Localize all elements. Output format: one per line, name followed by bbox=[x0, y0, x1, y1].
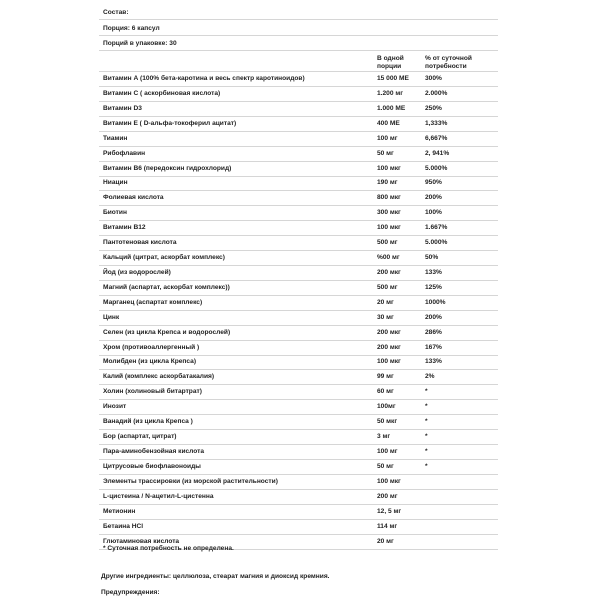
nutrient-name: Калий (комплекс аскорбатакалия) bbox=[103, 373, 215, 380]
table-row bbox=[0, 299, 600, 314]
nutrient-name: Ванадий (из цикла Крепса ) bbox=[103, 418, 193, 425]
nutrient-daily-value: * bbox=[425, 418, 428, 425]
nutrient-name: Рибофлавин bbox=[103, 150, 146, 157]
nutrient-daily-value: 6,667% bbox=[425, 135, 448, 142]
nutrient-amount: 12, 5 мг bbox=[377, 508, 402, 515]
table-row bbox=[0, 478, 600, 493]
table-row bbox=[0, 433, 600, 448]
nutrient-amount: 200 мг bbox=[377, 493, 398, 500]
row-divider bbox=[99, 444, 498, 445]
nutrient-amount: 30 мг bbox=[377, 314, 394, 321]
nutrient-daily-value: * bbox=[425, 388, 428, 395]
nutrient-daily-value: 133% bbox=[425, 358, 442, 365]
nutrient-name: Магний (аспартат, аскорбат комплекс)) bbox=[103, 284, 230, 291]
table-row bbox=[0, 463, 600, 478]
table-row bbox=[0, 90, 600, 105]
nutrient-daily-value: 1,333% bbox=[425, 120, 448, 127]
table-row bbox=[0, 224, 600, 239]
nutrient-daily-value: 1000% bbox=[425, 299, 446, 306]
row-divider bbox=[99, 399, 498, 400]
table-row bbox=[0, 269, 600, 284]
warnings-label: Предупреждения: bbox=[101, 589, 160, 596]
row-divider bbox=[99, 310, 498, 311]
row-divider bbox=[99, 161, 498, 162]
table-row bbox=[0, 373, 600, 388]
composition-title: Состав: bbox=[103, 9, 129, 16]
nutrient-amount: 1.000 МЕ bbox=[377, 105, 406, 112]
table-row bbox=[0, 284, 600, 299]
row-divider bbox=[99, 280, 498, 281]
nutrient-amount: 200 мкг bbox=[377, 344, 401, 351]
table-row bbox=[0, 165, 600, 180]
row-divider bbox=[99, 176, 498, 177]
nutrient-name: Холин (холиновый битартрат) bbox=[103, 388, 202, 395]
row-divider bbox=[99, 355, 498, 356]
nutrient-name: Витамин D3 bbox=[103, 105, 142, 112]
column-header-amount-line2: порции bbox=[377, 63, 402, 70]
row-divider bbox=[99, 414, 498, 415]
nutrient-name: Витамин Е ( D-альфа-токоферил ацитат) bbox=[103, 120, 237, 127]
table-row bbox=[0, 239, 600, 254]
nutrient-name: Биотин bbox=[103, 209, 127, 216]
nutrient-amount: %00 мг bbox=[377, 254, 400, 261]
nutrient-daily-value: 50% bbox=[425, 254, 439, 261]
nutrient-amount: 20 мг bbox=[377, 299, 394, 306]
nutrient-daily-value: 2, 941% bbox=[425, 150, 450, 157]
nutrient-amount: 50 мг bbox=[377, 150, 394, 157]
column-header-dv-line2: потребности bbox=[425, 63, 467, 70]
nutrient-amount: 100 мкг bbox=[377, 478, 401, 485]
nutrient-amount: 99 мг bbox=[377, 373, 394, 380]
nutrient-name: Витамин А (100% бета-каротина и весь спектр каротиноидов) bbox=[103, 75, 305, 82]
nutrient-amount: 15 000 МЕ bbox=[377, 75, 409, 82]
nutrient-name: Кальций (цитрат, аскорбат комплекс) bbox=[103, 254, 225, 261]
table-row bbox=[0, 150, 600, 165]
row-divider bbox=[99, 429, 498, 430]
nutrient-daily-value: * bbox=[425, 433, 428, 440]
nutrient-name: Молибден (из цикла Крепса) bbox=[103, 358, 197, 365]
table-row bbox=[0, 403, 600, 418]
row-divider bbox=[99, 116, 498, 117]
nutrient-amount: 100 мкг bbox=[377, 224, 401, 231]
nutrient-amount: 200 мкг bbox=[377, 269, 401, 276]
row-divider bbox=[99, 459, 498, 460]
row-divider bbox=[99, 265, 498, 266]
row-divider bbox=[99, 220, 498, 221]
nutrient-daily-value: 2.000% bbox=[425, 90, 448, 97]
nutrient-name: Глютаминовая кислота bbox=[103, 538, 180, 545]
row-divider bbox=[99, 489, 498, 490]
nutrient-name: Йод (из водорослей) bbox=[103, 269, 171, 276]
nutrient-name: Цинк bbox=[103, 314, 120, 321]
nutrient-amount: 200 мкг bbox=[377, 329, 401, 336]
nutrient-daily-value: 133% bbox=[425, 269, 442, 276]
nutrient-daily-value: * bbox=[425, 403, 428, 410]
nutrient-name: Витамин С ( аскорбиновая кислота) bbox=[103, 90, 221, 97]
row-divider bbox=[99, 131, 498, 132]
nutrient-daily-value: 5.000% bbox=[425, 165, 448, 172]
nutrient-amount: 500 мг bbox=[377, 239, 398, 246]
row-divider bbox=[99, 86, 498, 87]
row-divider bbox=[99, 369, 498, 370]
nutrient-amount: 3 мг bbox=[377, 433, 391, 440]
nutrient-amount: 100 мкг bbox=[377, 165, 401, 172]
table-row bbox=[0, 135, 600, 150]
table-row bbox=[0, 493, 600, 508]
nutrient-amount: 500 мг bbox=[377, 284, 398, 291]
nutrient-name: Бор (аспартат, цитрат) bbox=[103, 433, 177, 440]
nutrient-daily-value: 200% bbox=[425, 314, 442, 321]
nutrient-name: Селен (из цикла Крепса и водорослей) bbox=[103, 329, 231, 336]
column-header-dv-line1: % от суточной bbox=[425, 55, 472, 62]
column-header-amount bbox=[377, 55, 404, 71]
nutrient-daily-value: 167% bbox=[425, 344, 442, 351]
nutrient-daily-value: 200% bbox=[425, 194, 442, 201]
servings-per-container: Порций в упаковке: 30 bbox=[103, 40, 177, 47]
nutrient-amount: 800 мкг bbox=[377, 194, 401, 201]
nutrient-daily-value: 286% bbox=[425, 329, 442, 336]
row-divider bbox=[99, 295, 498, 296]
footnote: * Суточная потребность не определена. bbox=[103, 545, 234, 552]
table-row bbox=[0, 523, 600, 538]
table-row bbox=[0, 508, 600, 523]
table-row bbox=[0, 194, 600, 209]
nutrient-name: Инозит bbox=[103, 403, 127, 410]
nutrient-amount: 100мг bbox=[377, 403, 396, 410]
nutrient-daily-value: 950% bbox=[425, 179, 442, 186]
nutrient-amount: 50 мкг bbox=[377, 418, 398, 425]
row-divider bbox=[99, 250, 498, 251]
nutrient-name: Витамин В6 (передоксин гидрохлорид) bbox=[103, 165, 232, 172]
nutrient-daily-value: 1.667% bbox=[425, 224, 448, 231]
row-divider bbox=[99, 384, 498, 385]
serving-size: Порция: 6 капсул bbox=[103, 25, 160, 32]
table-row bbox=[0, 254, 600, 269]
nutrient-name: Элементы трассировки (из морской растительности) bbox=[103, 478, 278, 485]
table-row bbox=[0, 329, 600, 344]
row-divider bbox=[99, 146, 498, 147]
table-row bbox=[0, 344, 600, 359]
nutrient-daily-value: 250% bbox=[425, 105, 442, 112]
table-row bbox=[0, 388, 600, 403]
divider bbox=[99, 19, 498, 20]
column-header-daily-value bbox=[425, 55, 472, 71]
row-divider bbox=[99, 340, 498, 341]
table-row bbox=[0, 179, 600, 194]
table-row bbox=[0, 448, 600, 463]
nutrient-name: Бетаина HCl bbox=[103, 523, 144, 530]
nutrient-name: Пантотеновая кислота bbox=[103, 239, 177, 246]
table-row bbox=[0, 105, 600, 120]
row-divider bbox=[99, 534, 498, 535]
nutrient-name: Витамин В12 bbox=[103, 224, 146, 231]
nutrient-amount: 50 мг bbox=[377, 463, 394, 470]
nutrient-amount: 300 мкг bbox=[377, 209, 401, 216]
table-row bbox=[0, 75, 600, 90]
nutrient-daily-value: 2% bbox=[425, 373, 435, 380]
table-row bbox=[0, 120, 600, 135]
nutrient-daily-value: 100% bbox=[425, 209, 442, 216]
row-divider bbox=[99, 205, 498, 206]
row-divider bbox=[99, 504, 498, 505]
nutrient-daily-value: * bbox=[425, 448, 428, 455]
row-divider bbox=[99, 190, 498, 191]
other-ingredients: Другие ингредиенты: целлюлоза, стеарат магния и диоксид кремния. bbox=[101, 573, 330, 580]
nutrient-amount: 100 мкг bbox=[377, 358, 401, 365]
nutrient-daily-value: * bbox=[425, 463, 428, 470]
nutrient-name: Ниацин bbox=[103, 179, 128, 186]
nutrient-amount: 400 МЕ bbox=[377, 120, 400, 127]
table-row bbox=[0, 209, 600, 224]
nutrient-daily-value: 125% bbox=[425, 284, 442, 291]
table-row bbox=[0, 418, 600, 433]
nutrient-name: Хром (противоаллергенный ) bbox=[103, 344, 200, 351]
row-divider bbox=[99, 325, 498, 326]
nutrient-amount: 60 мг bbox=[377, 388, 394, 395]
nutrient-name: Метионин bbox=[103, 508, 136, 515]
nutrient-name: Марганец (аспартат комплекс) bbox=[103, 299, 203, 306]
table-row bbox=[0, 314, 600, 329]
nutrient-amount: 114 мг bbox=[377, 523, 398, 530]
nutrient-amount: 100 мг bbox=[377, 135, 398, 142]
nutrient-amount: 20 мг bbox=[377, 538, 394, 545]
row-divider bbox=[99, 101, 498, 102]
nutrient-daily-value: 300% bbox=[425, 75, 442, 82]
nutrient-name: Цитрусовые биофлавоноиды bbox=[103, 463, 201, 470]
divider bbox=[99, 50, 498, 51]
nutrient-name: Пара-аминобензойная кислота bbox=[103, 448, 205, 455]
table-row bbox=[0, 358, 600, 373]
row-divider bbox=[99, 235, 498, 236]
nutrient-amount: 1.200 мг bbox=[377, 90, 403, 97]
nutrient-name: Фолиевая кислота bbox=[103, 194, 164, 201]
row-divider bbox=[99, 474, 498, 475]
nutrient-name: Тиамин bbox=[103, 135, 128, 142]
nutrient-amount: 100 мг bbox=[377, 448, 398, 455]
nutrient-name: L-цистеина / N-ацетил-L-цистенна bbox=[103, 493, 214, 500]
column-header-amount-line1: В одной bbox=[377, 55, 404, 62]
nutrient-amount: 190 мг bbox=[377, 179, 398, 186]
nutrient-daily-value: 5.000% bbox=[425, 239, 448, 246]
divider bbox=[99, 35, 498, 36]
divider bbox=[99, 71, 498, 72]
table-row bbox=[0, 538, 600, 553]
row-divider bbox=[99, 519, 498, 520]
